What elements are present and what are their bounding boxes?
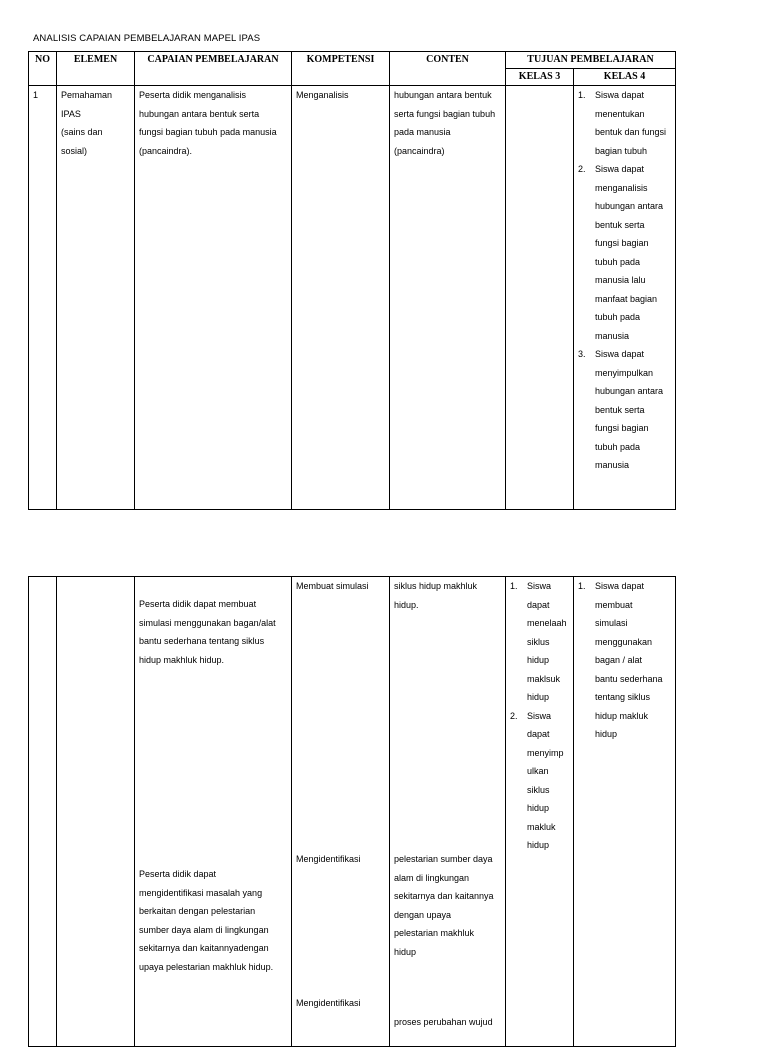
konten-pelestarian: pelestarian sumber daya alam di lingkungan sekitarnya dan kaitannya dengan upaya pelestarian makhluk hidup [394, 854, 494, 957]
row2-kelas4-list [578, 577, 675, 744]
list-item: 1. Siswa dapat menentukan bentuk dan fungsi bagian tubuh [578, 90, 667, 156]
row1-kelas4-list [578, 86, 675, 475]
list-item: 2. Siswa dapat menyimp ulkan siklus hidup makluk hidup [510, 710, 564, 850]
row1-no: 1 [29, 86, 57, 510]
capaian-pelestarian: Peserta didik dapat mengidentifikasi masalah yang berkaitan dengan pelestarian sumber daya alam di lingkungan sekitarnya dan kaitannyadengan upaya pelestarian makhluk hidup. [139, 869, 274, 972]
header-capaian: CAPAIAN PEMBELAJARAN [135, 52, 292, 86]
row2-kompetensi [292, 577, 390, 1047]
header-kelas3: KELAS 3 [506, 69, 574, 86]
table-row [29, 86, 676, 510]
header-no: NO [29, 52, 57, 86]
row1-kompetensi: Menganalisis [292, 86, 390, 510]
capaian-simulasi: Peserta didik dapat membuat simulasi menggunakan bagan/alat bantu sederhana tentang siklus hidup makhluk hidup. [139, 599, 276, 665]
konten-perubahan-wujud: proses perubahan wujud [394, 1017, 493, 1027]
table-row [29, 577, 676, 1047]
row2-elemen [57, 577, 135, 1047]
row2-no [29, 577, 57, 1047]
kompetensi-identifikasi-1: Mengidentifikasi [296, 853, 361, 864]
list-item: 1. Siswa dapat membuat simulasi menggunakan bagan / alat bantu sederhana tentang siklus hidup makluk hidup [578, 581, 663, 739]
list-item: 3. Siswa dapat menyimpulkan hubungan antara bentuk serta fungsi bagian tubuh pada manusia [578, 349, 664, 470]
row2-capaian [135, 577, 292, 1047]
analysis-table-page2 [28, 576, 676, 1047]
header-kelas4: KELAS 4 [574, 69, 676, 86]
row1-elemen: Pemahaman IPAS (sains dan sosial) [57, 86, 135, 510]
konten-siklus: siklus hidup makhluk hidup. [394, 581, 478, 610]
row2-konten [390, 577, 506, 1047]
row1-capaian: Peserta didik menganalisis hubungan antara bentuk serta fungsi bagian tubuh pada manusia (pancaindra). [135, 86, 292, 510]
row2-kelas3-list [510, 577, 573, 855]
document-title: ANALISIS CAPAIAN PEMBELAJARAN MAPEL IPAS [33, 33, 261, 44]
header-konten: CONTEN [390, 52, 506, 86]
row2-kelas4 [574, 577, 676, 1047]
kompetensi-simulasi: Membuat simulasi [296, 581, 369, 591]
kompetensi-identifikasi-2: Mengidentifikasi [296, 998, 361, 1008]
row1-konten: hubungan antara bentuk serta fungsi bagian tubuh pada manusia (pancaindra) [390, 86, 506, 510]
row1-kelas3 [506, 86, 574, 510]
row2-kelas3 [506, 577, 574, 1047]
header-kompetensi: KOMPETENSI [292, 52, 390, 86]
header-elemen: ELEMEN [57, 52, 135, 86]
header-tujuan: TUJUAN PEMBELAJARAN [506, 52, 676, 69]
row1-kelas4 [574, 86, 676, 510]
list-item: 1. Siswa dapat menelaah siklus hidup maklsuk hidup [510, 581, 567, 702]
analysis-table-page1 [28, 51, 676, 510]
list-item: 2. Siswa dapat menganalisis hubungan antara bentuk serta fungsi bagian tubuh pada manusia lalu manfaat bagian tubuh pada manusia [578, 164, 664, 341]
